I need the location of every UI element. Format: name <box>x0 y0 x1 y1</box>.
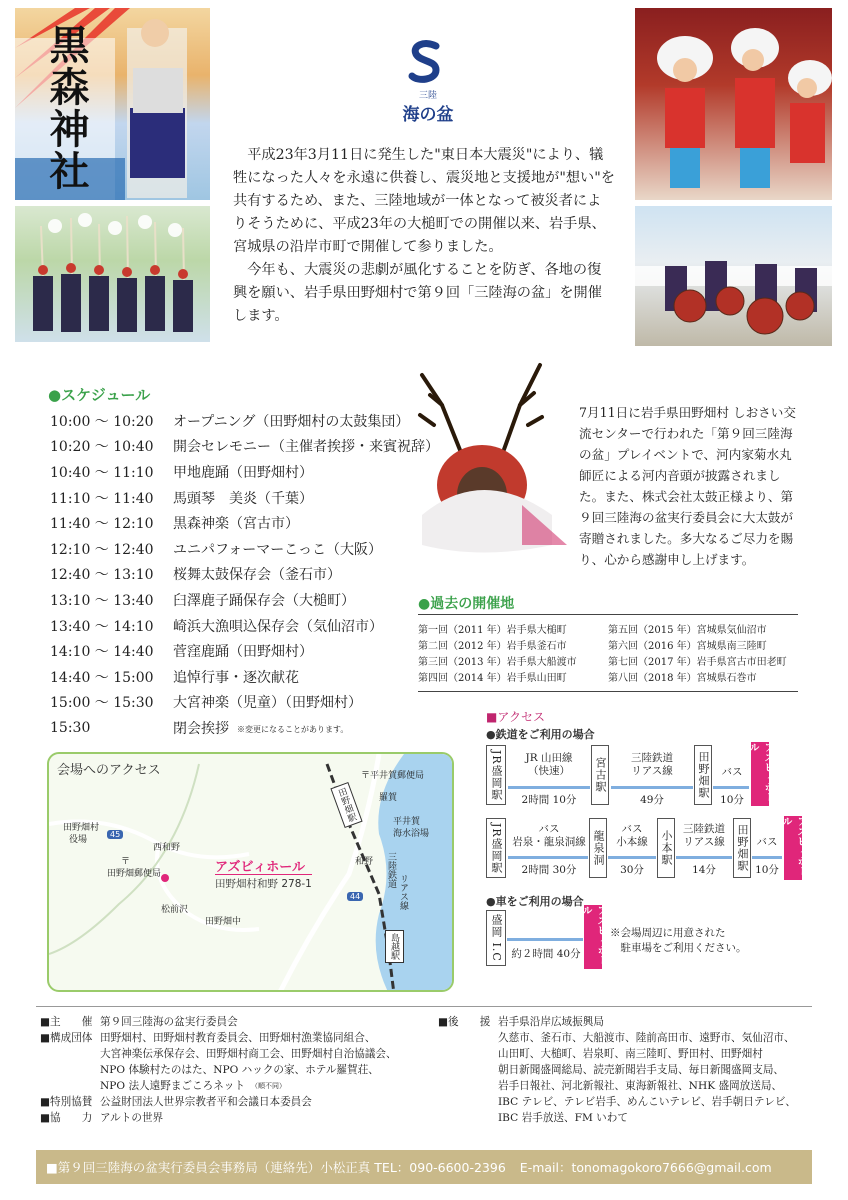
special-sponsor: 公益財団法人世界宗教者平和会議日本委員会 <box>100 1096 312 1108</box>
map-station-label: 島越駅 <box>385 930 404 963</box>
event-logo <box>392 40 464 130</box>
intro-paragraph-2: 今年も、大震災の悲劇が風化することを防ぎ、各地の復興を願い、岩手県田野畑村で第９回「三陸海の盆」を開催します。 <box>233 262 602 324</box>
schedule-time: 15:30 <box>50 719 91 736</box>
station-morioka: JR盛岡駅 <box>486 818 506 878</box>
map-label: 平井賀 <box>393 817 421 827</box>
route-44-icon: 44 <box>347 892 363 901</box>
station-omoto: 小本駅 <box>657 818 675 878</box>
route-segment-label: バス <box>756 836 778 848</box>
morioka-ic: 盛岡 I.C <box>486 910 506 966</box>
map-station-label: 田野畑駅 <box>330 782 362 828</box>
support-line: 山田町、大槌町、岩泉町、南三陸町、野田村、田野畑村 <box>498 1048 763 1060</box>
venue-address: 田野畑村和野 278-1 <box>215 874 312 891</box>
support-line: IBC テレビ、テレビ岩手、めんこいテレビ、岩手朝日テレビ、 <box>498 1096 796 1108</box>
schedule-row <box>50 536 470 562</box>
route-segment-label: バス 小本線 <box>616 823 648 848</box>
map-label: 田野畑村 <box>63 823 100 833</box>
past-venue-item: 第八回（2018 年）宮城県石巻市 <box>608 673 757 684</box>
map-label: リアス線 <box>398 874 408 910</box>
pre-event-thanks-text: 7月11日に岩手県田野畑村 しおさい交流センターで行われた「第９回三陸海の盆」プレイベントで、河内家菊水丸師匠による河内音頭が披露されました。また、株式会社太鼓正様より、第９回三陸海の盆実行委員会に大太鼓が寄贈されました。多大なるご尽力を賜り、心から感謝申し上げます。 <box>579 405 796 567</box>
map-label: 三陸鉄道 <box>386 852 396 888</box>
logo-s-mark-icon <box>406 40 446 84</box>
route-segment-label: バス 岩泉・龍泉洞線 <box>512 823 586 848</box>
past-venues-heading: ●過去の開催地 <box>418 596 515 612</box>
schedule-time: 14:40 ～ 15:00 <box>50 669 154 686</box>
route-45-icon: 45 <box>107 830 123 839</box>
schedule-row <box>50 587 470 613</box>
schedule-program: 追悼行事・逐次献花 <box>173 669 299 686</box>
venue-pin-icon <box>161 874 169 882</box>
schedule-row <box>50 613 470 639</box>
schedule-heading: ●スケジュール <box>48 386 151 404</box>
photo-taiko-event <box>635 206 832 346</box>
station-morioka: JR盛岡駅 <box>486 745 506 805</box>
schedule-program: 崎浜大漁唄込保存会（気仙沼市） <box>173 618 383 635</box>
map-label: 〒 <box>121 857 131 867</box>
photo-children-dancers <box>635 8 832 200</box>
schedule-program: 甲地鹿踊（田野畑村） <box>173 464 313 481</box>
schedule-time: 10:00 ～ 10:20 <box>50 413 154 430</box>
route-duration: 49分 <box>640 794 664 806</box>
map-label: 役場 <box>69 835 88 845</box>
cooperation: アルトの世界 <box>100 1112 164 1124</box>
map-label: 松前沢 <box>161 905 189 915</box>
schedule-time: 11:40 ～ 12:10 <box>50 516 154 533</box>
past-venue-item: 第六回（2016 年）宮城県南三陸町 <box>608 641 767 652</box>
map-label: 和野 <box>355 857 374 867</box>
schedule-time: 14:10 ～ 14:40 <box>50 644 154 661</box>
schedule-program: オープニング（田野畑村の太鼓集団） <box>173 413 410 430</box>
member-line: 田野畑村、田野畑村教育委員会、田野畑村漁業協同組合、 <box>100 1032 376 1044</box>
contact-email[interactable]: E-mail：tonomagokoro7666@gmail.com <box>519 1160 772 1175</box>
map-label: 海水浴場 <box>393 829 430 839</box>
past-venue-item: 第一回（2011 年）岩手県大槌町 <box>418 625 567 636</box>
schedule-program: 菅窪鹿踊（田野畑村） <box>173 644 313 661</box>
schedule-list <box>50 408 470 741</box>
contact-footer <box>36 1150 812 1184</box>
support-first: 岩手県沿岸広域振興局 <box>498 1016 604 1028</box>
schedule-row <box>50 459 470 485</box>
route-duration: 14分 <box>692 864 716 876</box>
route-duration: 約２時間 40分 <box>511 948 581 960</box>
station-tanohata: 田野畑駅 <box>694 745 712 805</box>
organizer: 第９回三陸海の盆実行委員会 <box>100 1016 238 1028</box>
schedule-row <box>50 434 470 460</box>
schedule-row <box>50 510 470 536</box>
schedule-row <box>50 562 470 588</box>
member-line: 大宮神楽伝承保存会、田野畑村商工会、田野畑村自治協議会、 <box>100 1048 397 1060</box>
support-line: 朝日新聞盛岡総局、読売新聞岩手支局、毎日新聞盛岡支局、 <box>498 1064 785 1076</box>
organizer-label: ■主 催 <box>40 1016 93 1028</box>
schedule-row <box>50 485 470 511</box>
support-line: 久慈市、釜石市、大船渡市、陸前高田市、遠野市、気仙沼市、 <box>498 1032 795 1044</box>
members-label: ■構成団体 <box>40 1032 93 1044</box>
route-duration: 30分 <box>620 864 644 876</box>
schedule-note: ※変更になることがあります。 <box>237 724 349 734</box>
schedule-time: 13:40 ～ 14:10 <box>50 618 154 635</box>
schedule-row <box>50 690 470 716</box>
route-line <box>676 856 732 859</box>
special-sponsor-label: ■特別協賛 <box>40 1096 93 1108</box>
route-line <box>508 856 588 859</box>
schedule-time: 10:40 ～ 11:10 <box>50 464 154 481</box>
schedule-program: 閉会挨拶 <box>173 720 229 737</box>
contact-phone: ■第９回三陸海の盆実行委員会事務局（連絡先）小松正真 TEL：090-6600-2396 <box>46 1160 506 1175</box>
past-venue-item: 第五回（2015 年）宮城県気仙沼市 <box>608 625 767 636</box>
map-label: 羅賀 <box>379 793 398 803</box>
route-segment-label: 三陸鉄道 リアス線 <box>683 823 725 848</box>
schedule-program: 開会セレモニー（主催者挨拶・来賓祝辞） <box>173 439 439 456</box>
venue-name: アズビィホール <box>215 860 305 875</box>
schedule-time: 12:40 ～ 13:10 <box>50 567 154 584</box>
route-line <box>608 856 656 859</box>
schedule-row <box>50 638 470 664</box>
access-heading: ■アクセス <box>486 710 545 724</box>
station-tanohata: 田野畑駅 <box>733 818 751 878</box>
past-venue-item: 第三回（2013 年）岩手県大船渡市 <box>418 657 577 668</box>
schedule-time: 10:20 ～ 10:40 <box>50 439 154 456</box>
intro-text <box>233 144 615 328</box>
car-heading: ●車をご利用の場合 <box>486 895 584 908</box>
route-duration: 10分 <box>755 864 779 876</box>
schedule-time: 13:10 ～ 13:40 <box>50 592 154 609</box>
route-duration: 2時間 30分 <box>521 864 577 876</box>
past-venues-list <box>418 614 798 692</box>
parking-note: ※会場周辺に用意された 駐車場をご利用ください。 <box>610 927 747 954</box>
schedule-program: 黒森神楽（宮古市） <box>173 516 299 533</box>
intro-paragraph-1: 平成23年3月11日に発生した"東日本大震災"により、犠牲になった人々を永遠に供養し、震災地と支援地が"想い"を共有するため、また、三陸地域が一体となって被災者によりそうために、平成23年の大槌町での開催以来、岩手県、宮城県の沿岸市町で開催して参りました。 <box>233 147 615 255</box>
past-venue-item: 第四回（2014 年）岩手県山田町 <box>418 673 567 684</box>
member-line: NPO 体験村たのはた、NPO ハックの家、ホテル羅賀荘、 <box>100 1064 379 1076</box>
destination-venue: アズビィホール <box>784 816 802 880</box>
schedule-program: 臼澤鹿子踊保存会（大槌町） <box>173 592 355 609</box>
venue-map <box>47 752 454 992</box>
credits-divider <box>36 1006 812 1007</box>
route-segment-label: バス <box>721 766 743 778</box>
schedule-row <box>50 408 470 434</box>
destination-venue: アズビィホール <box>751 742 769 806</box>
schedule-program: 桜舞太鼓保存会（釜石市） <box>173 567 341 584</box>
support-line: 岩手日報社、河北新報社、東海新報社、NHK 盛岡放送局、 <box>498 1080 783 1092</box>
route-line <box>611 786 693 789</box>
route-duration: 10分 <box>720 794 744 806</box>
photo-kagura-dancer <box>15 8 210 200</box>
rail-heading: ●鉄道をご利用の場合 <box>486 728 595 741</box>
schedule-program: 馬頭琴 美炎（千葉） <box>173 490 313 507</box>
schedule-time: 12:10 ～ 12:40 <box>50 541 154 558</box>
destination-venue: アズビィホール <box>584 905 602 969</box>
support-line: IBC 岩手放送、FM いわて <box>498 1112 628 1124</box>
schedule-program: 大宮神楽（児童）（田野畑村） <box>173 695 362 712</box>
route-line <box>507 938 583 941</box>
member-line: NPO 法人遠野まごころネット <box>100 1080 245 1092</box>
photo-drummers <box>15 206 210 342</box>
schedule-time: 15:00 ～ 15:30 <box>50 695 154 712</box>
schedule-time: 11:10 ～ 11:40 <box>50 490 154 507</box>
map-label: 田野畑郵便局 <box>107 869 162 879</box>
past-venue-item: 第七回（2017 年）岩手県宮古市田老町 <box>608 657 787 668</box>
route-segment-label: JR 山田線 （快速） <box>525 752 573 777</box>
route-duration: 2時間 10分 <box>521 794 577 806</box>
map-label: 〒平井賀郵便局 <box>361 771 425 781</box>
logo-name: 海の盆 <box>402 105 454 125</box>
map-title: 会場へのアクセス <box>57 763 161 778</box>
stop-ryusendo: 龍泉洞 <box>589 818 607 878</box>
schedule-row <box>50 664 470 690</box>
route-line <box>508 786 590 789</box>
map-label: 西和野 <box>153 843 181 853</box>
cooperation-label: ■協 力 <box>40 1112 93 1124</box>
past-venue-item: 第二回（2012 年）岩手県釜石市 <box>418 641 567 652</box>
station-miyako: 宮古駅 <box>591 745 609 805</box>
logo-small-text: 三陸 <box>418 91 437 101</box>
shrine-sign-text: 黒森神社 <box>43 24 90 192</box>
map-label: 田野畑中 <box>205 917 242 927</box>
route-line <box>713 786 749 789</box>
schedule-program: ユニパフォーマーこっこ（大阪） <box>173 541 383 558</box>
support-label: ■後 援 <box>438 1016 491 1028</box>
route-segment-label: 三陸鉄道 リアス線 <box>631 752 673 777</box>
members-note: （順不同） <box>250 1082 286 1090</box>
schedule-row <box>50 715 470 741</box>
